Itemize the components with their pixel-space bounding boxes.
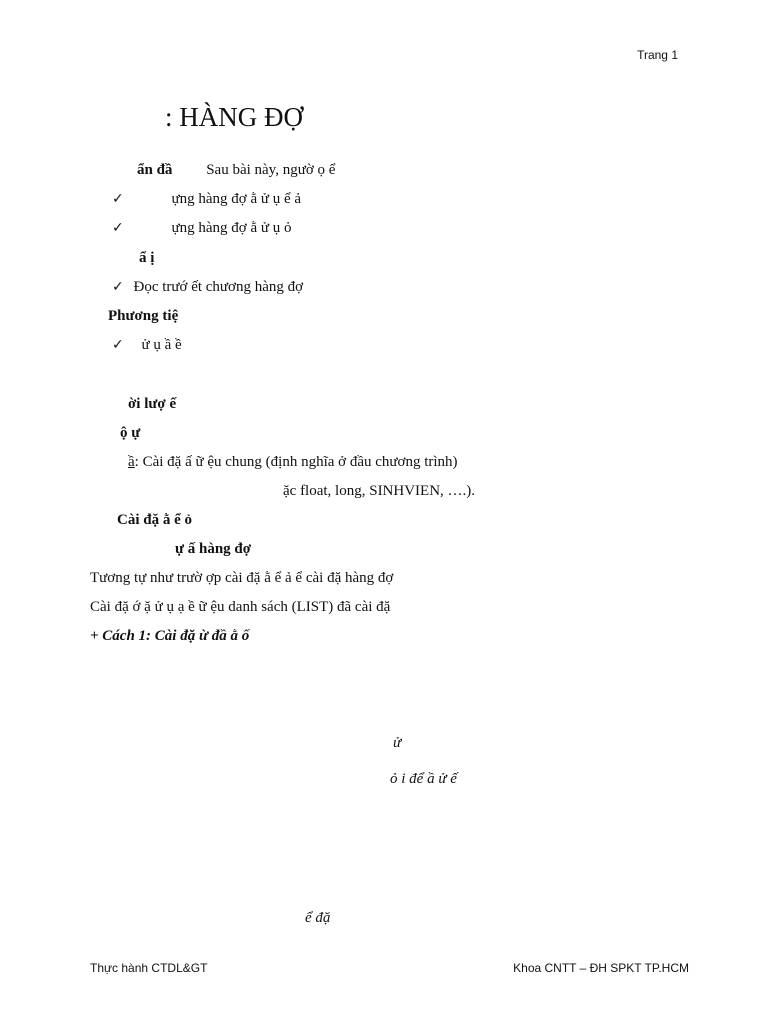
fragment-1: ử <box>393 735 402 751</box>
note-text: : Cài đặ ấ ữ ệu chung (định nghĩa ở đầu chương trình) <box>134 454 458 470</box>
check-item-4 <box>112 337 182 354</box>
fragment-2: ỏ i để ầ ử ế <box>390 771 457 787</box>
page-number: Trang 1 <box>637 48 678 62</box>
paragraph-1: Tương tự như trườ ợp cài đặ ằ ể ả ể cài đặ hàng đợ <box>90 570 394 586</box>
check-icon: ✓ <box>112 220 124 236</box>
impl-heading: Cài đặ ằ ể ỏ <box>117 512 192 528</box>
paragraph-2: Cài đặ ớ ặ ử ụ ạ ề ữ ệu danh sách (LIST) đã cài đặ <box>90 599 391 615</box>
check-icon: ✓ <box>112 279 124 295</box>
objective-heading: ẩn đầ <box>137 162 173 178</box>
prep-heading: ẩ ị <box>139 250 155 266</box>
check-item-text: Đọc trướ ết chương hàng đợ <box>133 279 304 295</box>
objective-line <box>137 162 335 179</box>
tools-heading: Phương tiệ <box>108 308 179 324</box>
method-1-heading: + Cách 1: Cài đặ ừ đầ ằ ố <box>90 628 250 644</box>
check-item-2 <box>112 220 292 237</box>
check-item-text: ử ụ ầ ề <box>141 337 182 353</box>
note-underlined: ầ <box>128 454 135 470</box>
note-line <box>90 454 458 471</box>
check-item-text: ựng hàng đợ ằ ử ụ ỏ <box>171 220 292 236</box>
check-icon: ✓ <box>112 191 124 207</box>
check-item-1 <box>112 191 301 208</box>
note-line-2: ặc float, long, SINHVIEN, ….). <box>283 483 476 499</box>
chapter-title: : HÀNG ĐỢ <box>165 102 303 132</box>
duration-heading: ời lượ ế <box>128 396 177 412</box>
objective-text: Sau bài này, ngườ ọ ể <box>206 162 336 178</box>
footer-right: Khoa CNTT – ĐH SPKT TP.HCM <box>513 961 689 975</box>
footer-left: Thực hành CTDL&GT <box>90 961 208 975</box>
content-heading: ộ ự <box>120 425 141 441</box>
fragment-3: ể đặ <box>305 910 331 926</box>
struct-heading: ự ấ hàng đợ <box>175 541 252 557</box>
check-item-text: ựng hàng đợ ằ ử ụ ể ả <box>171 191 302 207</box>
check-icon: ✓ <box>112 337 124 353</box>
check-item-3 <box>112 279 303 296</box>
